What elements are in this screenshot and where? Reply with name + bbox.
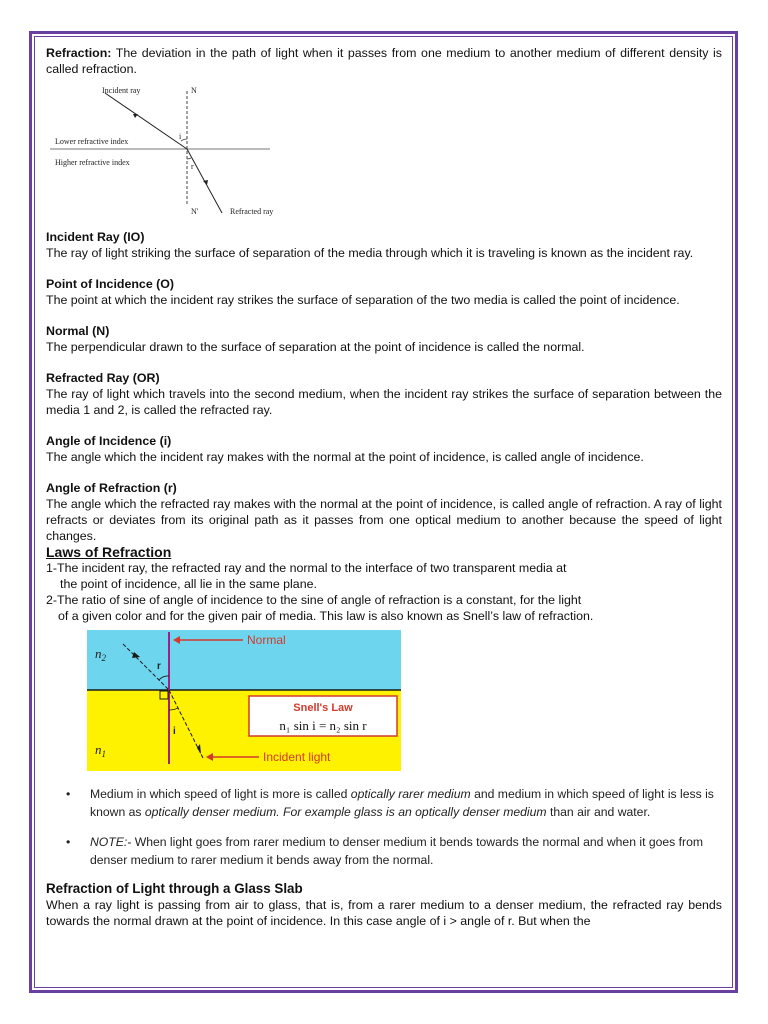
definition-title: Point of Incidence (O) xyxy=(46,277,175,291)
refraction-text: The deviation in the path of light when it passes from one medium to another medium of different density is called refraction. xyxy=(46,46,722,76)
law-2-line-1: 2-The ratio of sine of angle of incidence to the sine of angle of refraction is a constant, for the light xyxy=(46,593,582,607)
angle-r-arc xyxy=(187,158,191,159)
notes-list xyxy=(46,785,722,869)
definition-text: The angle which the refracted ray makes with the normal at the point of incidence, is called angle of refraction. A ray of light refracts or deviates from its original path as it passes from one optical medium to another because the speed of light changes. xyxy=(46,497,722,543)
angle-r-label: r xyxy=(157,661,161,672)
refracted-arrow-icon xyxy=(203,180,208,185)
refraction-diagram xyxy=(50,83,290,223)
refraction-term: Refraction: xyxy=(46,46,112,60)
bullet-icon: • xyxy=(66,787,71,801)
refracted-ray-label: Refracted ray xyxy=(230,207,274,216)
list-item: • Medium in which speed of light is more is called optically rarer medium and medium in which speed of light is less is known as optically denser medium. For example glass is an optically denser medium than air and water. xyxy=(66,787,714,819)
definition-text: The perpendicular drawn to the surface of separation at the point of incidence is called the normal. xyxy=(46,340,585,354)
snells-law-title: Snell's Law xyxy=(293,702,353,714)
higher-index-label: Higher refractive index xyxy=(55,158,130,167)
n2-label: $n_2$ xyxy=(95,646,106,663)
angle-i-label: i xyxy=(173,726,176,737)
normal-bottom-label: N' xyxy=(191,207,199,216)
document-body xyxy=(46,45,722,929)
definition-title: Normal (N) xyxy=(46,324,110,338)
definition-title: Refracted Ray (OR) xyxy=(46,371,160,385)
law-2-line-2: of a given color and for the given pair of media. This law is also known as Snell’s law of refraction. xyxy=(58,609,594,623)
definition-point-of-incidence xyxy=(46,276,722,308)
definition-angle-of-refraction xyxy=(46,480,722,544)
bullet-icon: • xyxy=(66,835,71,849)
definition-title: Angle of Refraction (r) xyxy=(46,481,177,495)
incident-ray-label: Incident ray xyxy=(102,86,141,95)
incident-arrow-icon xyxy=(133,114,138,118)
snells-law-formula: n₁ sin i = n₂ sin r xyxy=(279,718,367,733)
law-1-line-1: 1-The incident ray, the refracted ray and the normal to the interface of two transparent media at xyxy=(46,561,567,575)
definition-refracted-ray xyxy=(46,370,722,418)
definition-text: The ray of light striking the surface of separation of the media through which it is traveling is known as the incident ray. xyxy=(46,246,694,260)
incident-light-label: Incident light xyxy=(263,750,331,764)
definition-text: The point at which the incident ray strikes the surface of separation of the two media is called the point of incidence. xyxy=(46,293,680,307)
angle-i-arc xyxy=(181,139,187,141)
angle-i-label: i xyxy=(179,132,182,141)
angle-r-label: r xyxy=(191,162,194,171)
laws-heading: Laws of Refraction xyxy=(46,544,172,560)
law-1 xyxy=(46,560,722,592)
definition-title: Incident Ray (IO) xyxy=(46,230,145,244)
definition-incident-ray xyxy=(46,229,722,261)
normal-top-label: N xyxy=(191,86,197,95)
law-2 xyxy=(46,592,722,624)
n1-label: $n_1$ xyxy=(95,742,106,759)
lower-index-label: Lower refractive index xyxy=(55,137,129,146)
rarer-medium xyxy=(87,630,401,690)
normal-label: Normal xyxy=(247,633,286,647)
definition-title: Angle of Incidence (i) xyxy=(46,434,172,448)
law-1-line-2: the point of incidence, all lie in the same plane. xyxy=(60,577,317,591)
definition-text: The ray of light which travels into the second medium, when the incident ray strikes the surface of separation between the media 1 and 2, is called the refracted ray. xyxy=(46,387,722,417)
glass-slab-text: When a ray light is passing from air to glass, that is, from a rarer medium to a denser medium, the refracted ray bends towards the normal drawn at the point of incidence. In this case angle of i > angle of r. But when the xyxy=(46,898,722,928)
refraction-definition xyxy=(46,45,722,77)
snells-law-diagram xyxy=(87,630,401,771)
definition-normal xyxy=(46,323,722,355)
list-item: • NOTE:- When light goes from rarer medium to denser medium it bends towards the normal and when it goes from denser medium to rarer medium it bends away from the normal. xyxy=(66,835,704,867)
glass-slab-heading: Refraction of Light through a Glass Slab xyxy=(46,881,303,896)
definition-text: The angle which the incident ray makes with the normal at the point of incidence, is called angle of incidence. xyxy=(46,450,644,464)
definition-angle-of-incidence xyxy=(46,433,722,465)
